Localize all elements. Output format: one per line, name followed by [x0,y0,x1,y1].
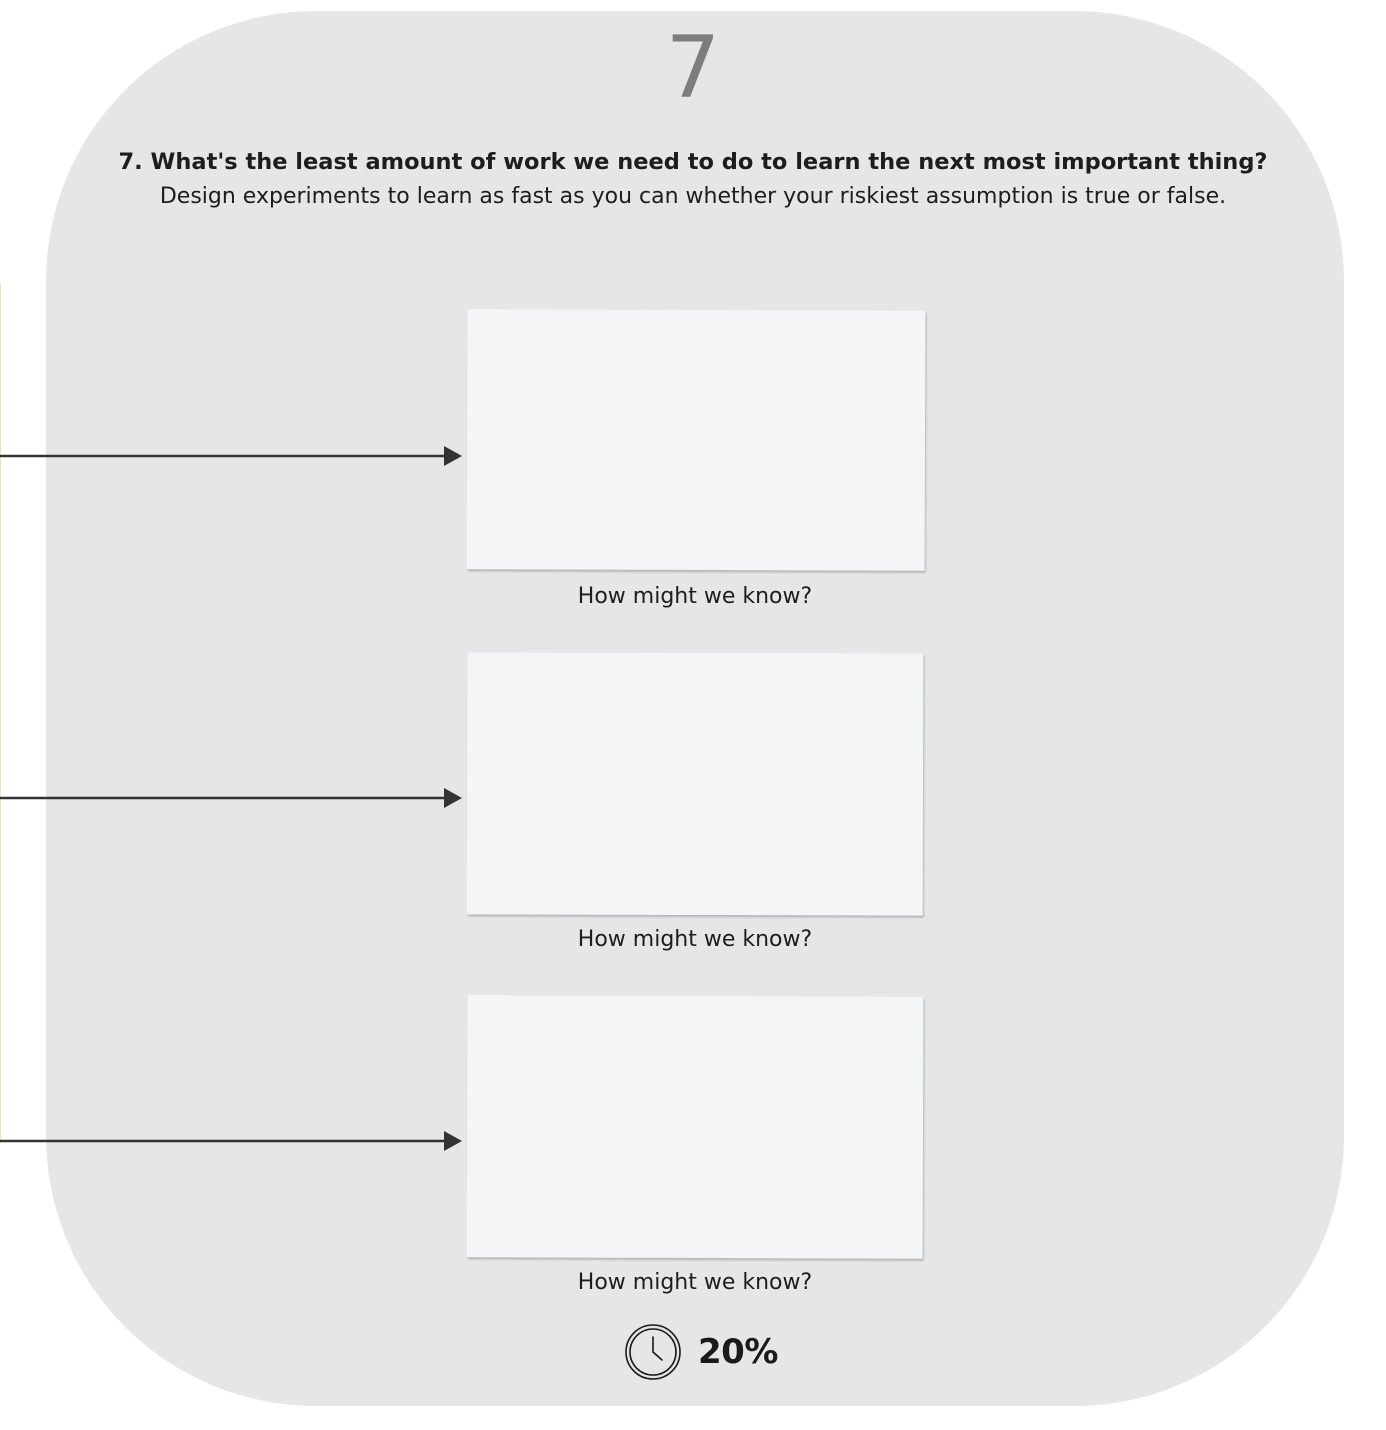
card-label: How might we know? [577,584,813,609]
card-label: How might we know? [577,1270,813,1295]
time-allocation [624,1322,778,1382]
adjacent-frame-edge [0,283,1,1143]
sticky-note-card[interactable] [467,995,924,1258]
step-question: 7. What's the least amount of work we need to do to learn the next most important thing? [118,149,1268,175]
step-description: Design experiments to learn as fast as you can whether your riskiest assumption is true or false. [159,184,1227,209]
connector-arrow[interactable] [0,444,466,468]
connector-arrow[interactable] [0,786,466,810]
clock-icon [624,1323,682,1381]
sticky-note-card[interactable] [467,309,926,570]
sticky-note-card[interactable] [467,652,924,915]
step-number: 7 [665,18,721,118]
card-label: How might we know? [577,927,813,952]
time-percentage: 20% [698,1332,778,1372]
connector-arrow[interactable] [0,1129,466,1153]
